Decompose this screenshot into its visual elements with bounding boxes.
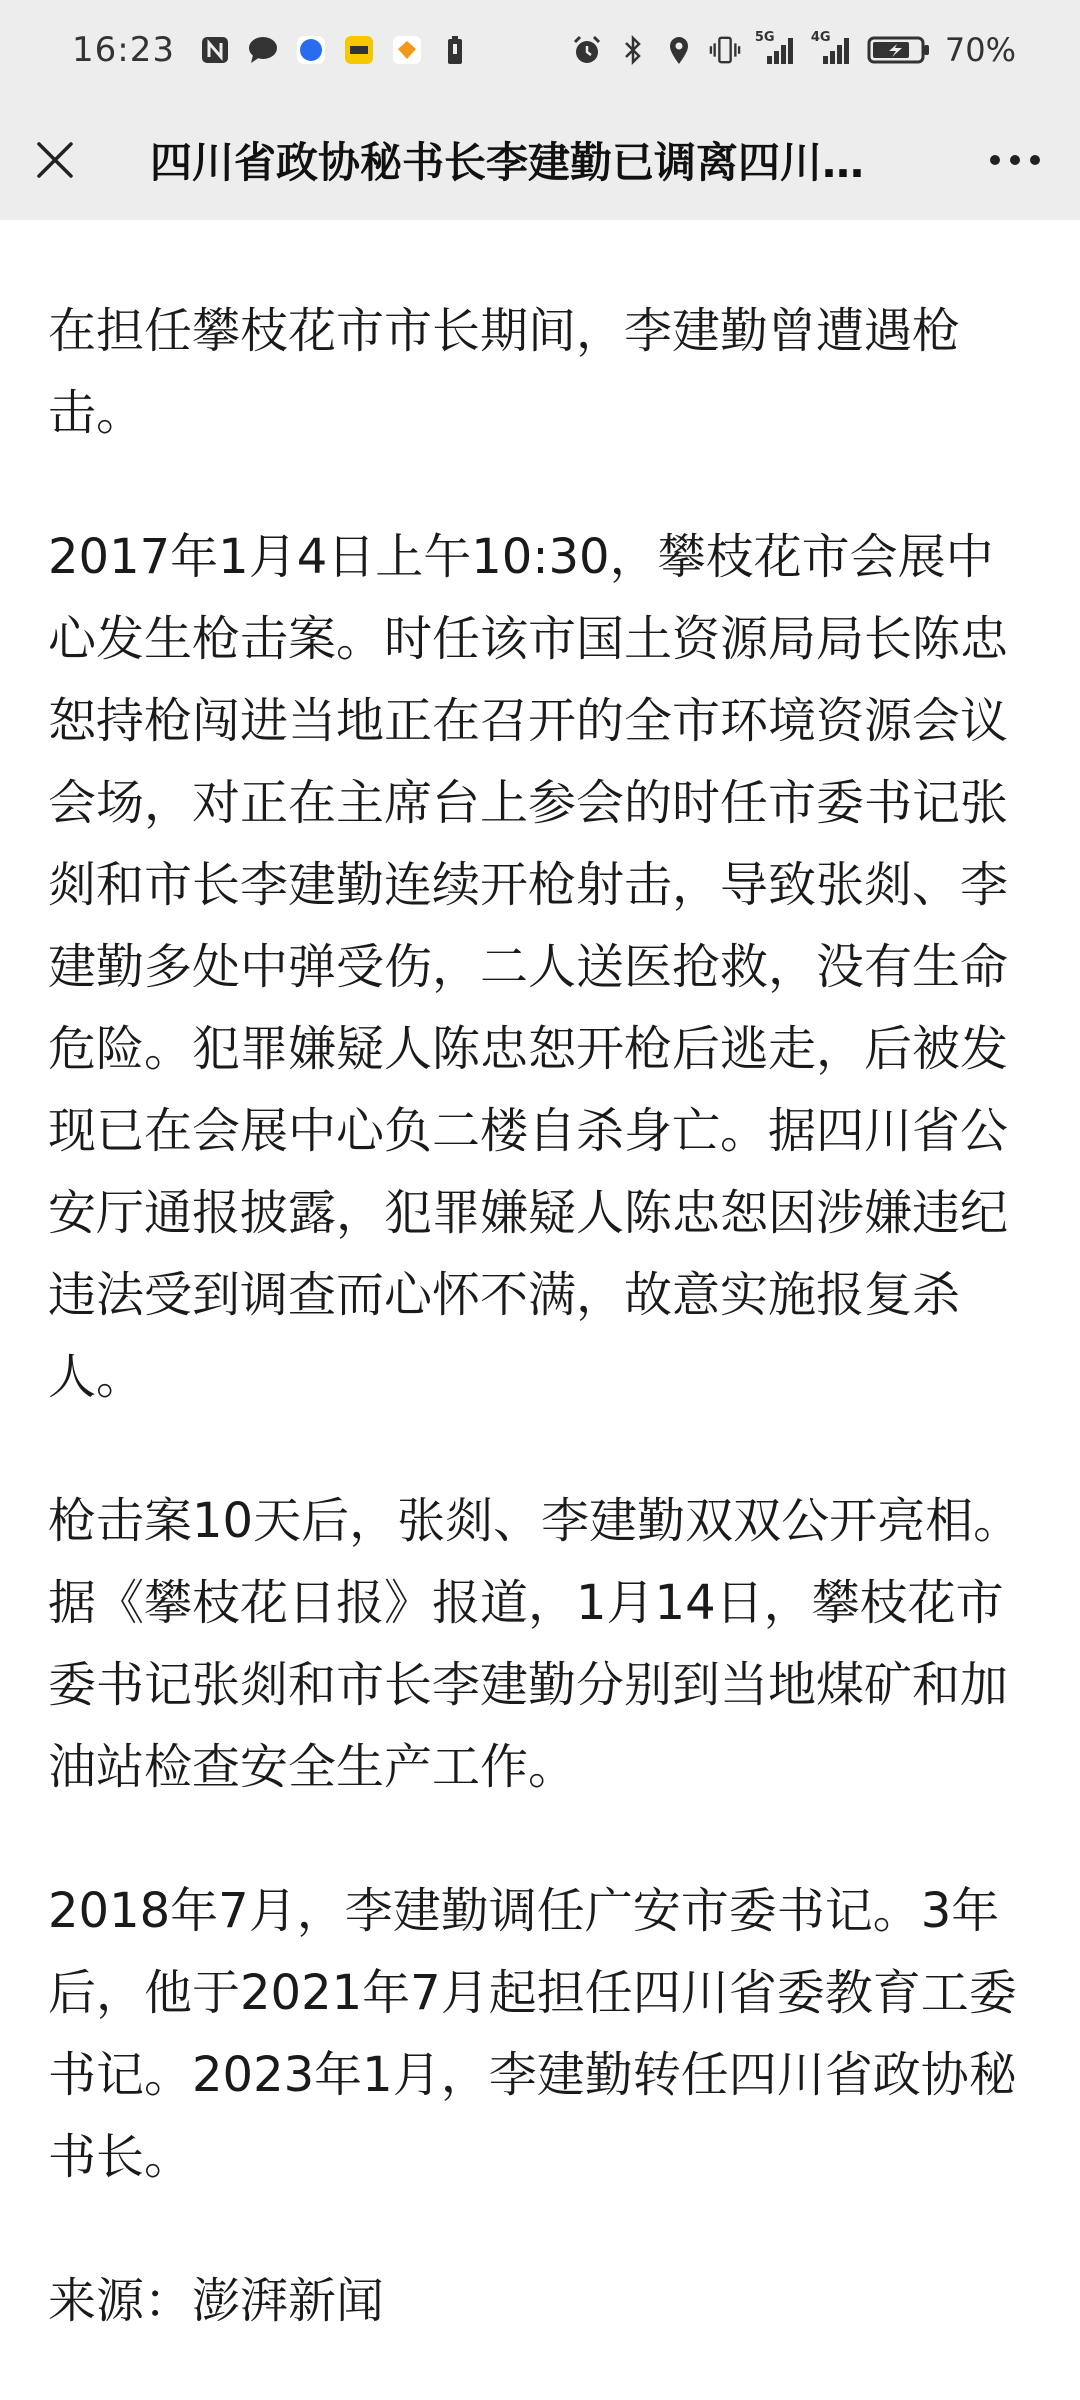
location-icon xyxy=(663,34,695,66)
article-source: 来源：澎湃新闻 xyxy=(48,2273,385,2329)
more-dots-icon xyxy=(987,152,1043,168)
network-5g-label: 5G xyxy=(754,30,775,45)
network-4g-label: 4G xyxy=(810,30,831,45)
battery-saver-icon xyxy=(439,34,471,66)
nfc-icon xyxy=(199,34,231,66)
article-content xyxy=(0,220,1080,2400)
close-button[interactable] xyxy=(0,100,110,220)
signal-4g-icon xyxy=(810,30,853,66)
article-paragraph: 枪击案10天后，张剡、李建勤双双公开亮相。据《攀枝花日报》报道，1月14日，攀枝花市委书记张剡和市长李建勤分别到当地煤矿和加油站检查安全生产工作。 xyxy=(48,1493,1022,1795)
page-title: 四川省政协秘书长李建勤已调离四川… xyxy=(150,138,865,187)
article-paragraph: 2018年7月，李建勤调任广安市委书记。3年后，他于2021年7月起担任四川省委教育工委书记。2023年1月，李建勤转任四川省政协秘书长。 xyxy=(48,1883,1017,2185)
signal-5g-icon xyxy=(754,30,797,66)
article-paragraph: 2017年1月4日上午10:30，攀枝花市会展中心发生枪击案。时任该市国土资源局局长陈忠恕持枪闯进当地正在召开的全市环境资源会议会场，对正在主席台上参会的时任市委书记张剡和市长李建勤连续开枪射击，导致张剡、李建勤多处中弹受伤，二人送医抢救，没有生命危险。犯罪嫌疑人陈忠恕开枪后逃走，后被发现已在会展中心负二楼自杀身亡。据四川省公安厅通报披露，犯罪嫌疑人陈忠恕因涉嫌违纪违法受到调查而心怀不满，故意实施报复杀人。 xyxy=(48,529,1009,1405)
app-yellow-icon xyxy=(343,34,375,66)
chat-bubble-icon xyxy=(247,34,279,66)
vibrate-icon xyxy=(709,34,741,66)
article-paragraph: 在担任攀枝花市市长期间，李建勤曾遭遇枪击。 xyxy=(48,303,961,441)
title-bar xyxy=(0,100,1080,220)
bluetooth-icon xyxy=(617,34,649,66)
battery-percent: 70% xyxy=(944,31,1016,69)
app-blue-icon xyxy=(295,34,327,66)
more-options-button[interactable] xyxy=(950,100,1080,220)
status-bar-left xyxy=(72,30,471,70)
alarm-icon xyxy=(571,34,603,66)
status-bar-right xyxy=(571,31,1016,69)
status-bar xyxy=(0,0,1080,100)
status-time: 16:23 xyxy=(72,30,175,70)
close-icon xyxy=(35,140,75,180)
battery-icon xyxy=(867,34,931,66)
app-orange-icon xyxy=(391,34,423,66)
